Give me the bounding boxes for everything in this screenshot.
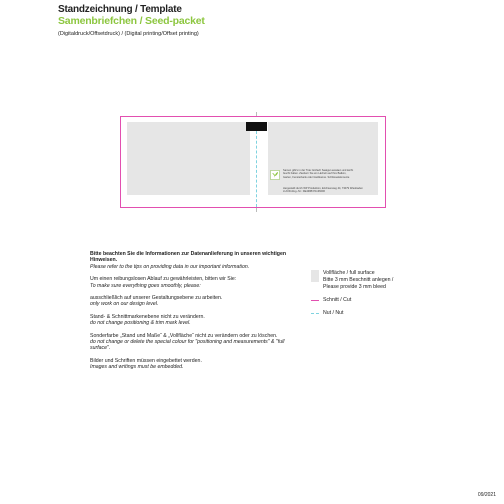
note-4-de: Sonderfarbe „Stand und Maße“ & „Vollfläche“ nicht zu verändern oder zu löschen. (90, 332, 278, 339)
packet-manufacturer (283, 187, 375, 194)
note-5-en: Images and writings must be embedded. (90, 364, 184, 371)
cut-line-swatch (311, 300, 319, 301)
notes-heading-en: Please refer to the tips on providing data in our important information. (90, 263, 250, 270)
page-subtitle: Samenbriefchen / Seed-packet (58, 15, 205, 27)
packet-text-line: Samen gibt's in der Tüte: Einfach Saatgut aussäen und leicht (283, 169, 354, 172)
fold-mark-top (256, 112, 257, 116)
note-2-de: ausschließlich auf unserer Gestaltungsebene zu arbeiten. (90, 295, 223, 302)
instructions (90, 251, 305, 371)
seed-logo-icon (270, 170, 280, 180)
full-surface-swatch (311, 270, 319, 282)
packet-text-line: Garten, Fensterbank oder Gießkanne. Schlüsselelemente (283, 175, 350, 179)
packet-description (283, 169, 375, 179)
positioning-mark (246, 122, 267, 131)
print-method-note: (Digitaldruck/Offsetdruck) / (Digital printing/Offset printing) (58, 31, 199, 37)
note-1-de: Um einen reibungslosen Ablauf zu gewährleisten, bitten wir Sie: (90, 276, 237, 283)
note-4-en: do not change or delete the special colour for "positioning and measurements" & "full surface". (90, 339, 285, 352)
legend (311, 270, 421, 320)
note-2-en: only work on our design level. (90, 301, 159, 308)
packet-text-line: LUCID-Reg.-Nr.: DE4388471136096 (283, 190, 325, 194)
packet-text-line: Hergestellt durch WP Produktion, Erichsenweg 44, 73079 Wiesbaden (283, 187, 363, 190)
note-3-en: do not change positioning & trim mark level. (90, 320, 191, 327)
legend-full-surface: Vollfläche / full surface (323, 270, 375, 276)
version-date: 09/2021 (477, 492, 496, 498)
fold-mark-bottom (256, 208, 257, 212)
legend-cut: Schnitt / Cut (323, 297, 352, 303)
note-3-de: Stand- & Schnittmarkenebene nicht zu verändern. (90, 313, 205, 320)
nut-line-swatch (311, 313, 319, 314)
legend-bleed-en: Please provide 3 mm bleed (323, 284, 386, 290)
page-title: Standzeichnung / Template (58, 4, 182, 15)
note-5-de: Bilder und Schriften müssen eingebettet werden. (90, 357, 202, 364)
packet-back-panel (268, 122, 378, 195)
notes-heading-de: Bitte beachten Sie die Informationen zur Datenanlieferung in unseren wichtigen Hinweisen. (90, 251, 287, 264)
packet-text-line: feucht halten. Zaubern Sie ein Lächeln auf Ihre Balkon, (283, 172, 347, 176)
legend-nut: Nut / Nut (323, 310, 344, 316)
legend-bleed-de: Bitte 3 mm Beschnitt anlegen / (323, 277, 394, 283)
note-1-en: To make sure everything goes smoothly, please: (90, 282, 201, 289)
fold-line (256, 131, 257, 207)
packet-front-panel (127, 122, 250, 195)
